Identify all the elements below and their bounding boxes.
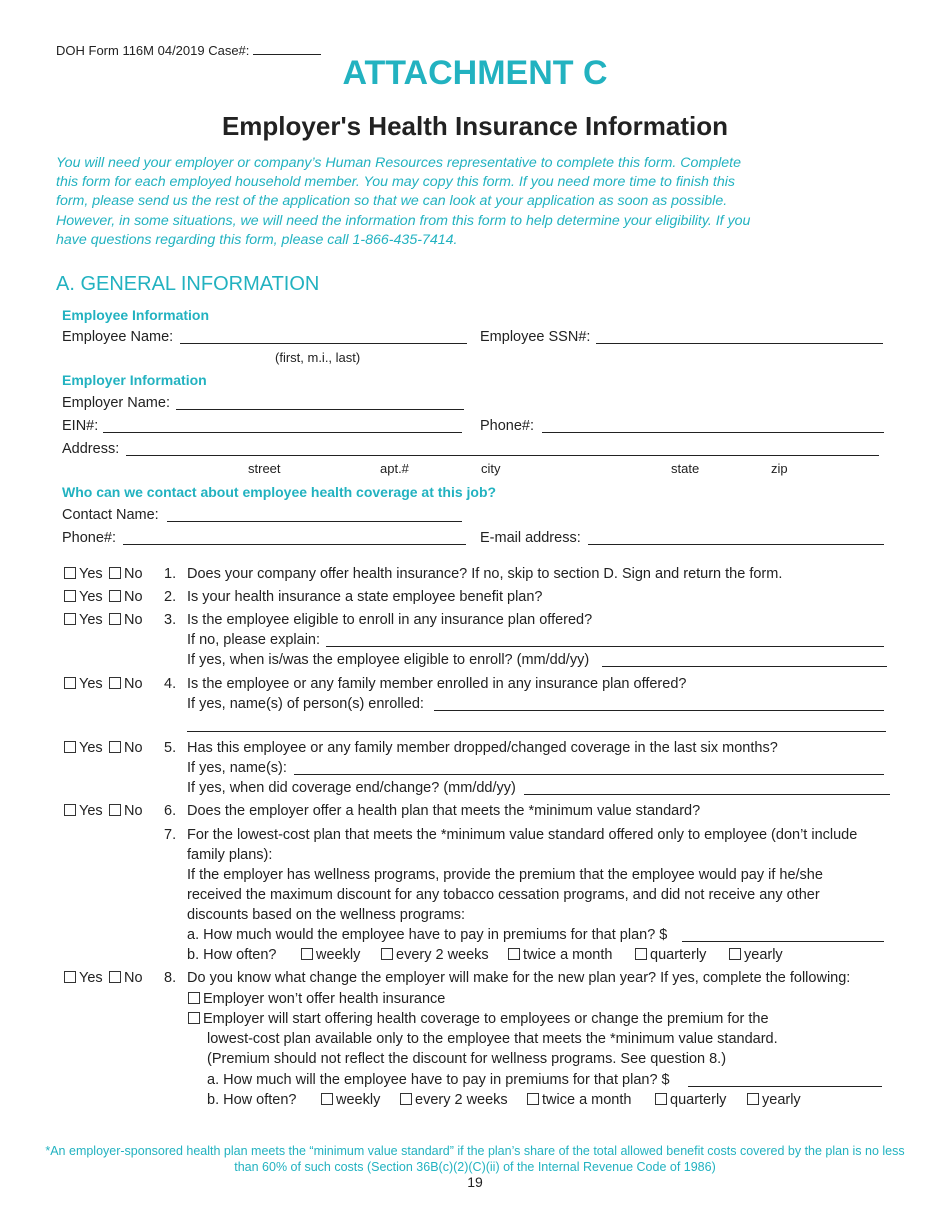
q1-yes-checkbox[interactable] [64, 567, 76, 579]
employer-phone-field[interactable] [542, 432, 884, 433]
q3-eligible-date-field[interactable] [602, 666, 887, 667]
q4-yes-checkbox[interactable] [64, 677, 76, 689]
q8-freq-every-2-weeks[interactable] [400, 1092, 508, 1108]
ein-label: EIN#: [62, 418, 99, 434]
q4-no-checkbox[interactable] [109, 677, 121, 689]
q7-a-label: a. How much would the employee have to pay in premiums for that plan? $ [187, 927, 668, 943]
employee-info-heading: Employee Information [62, 307, 210, 323]
q3-yes[interactable] [64, 612, 103, 628]
q8-freq-yearly-label: yearly [762, 1092, 801, 1108]
q7-line-1: For the lowest-cost plan that meets the *minimum value standard offered only to employee (don’t include [187, 827, 858, 843]
q1-yes-label: Yes [79, 566, 103, 582]
q6-yes-checkbox[interactable] [64, 804, 76, 816]
q1-yes[interactable] [64, 566, 103, 582]
q7-freq-weekly[interactable] [301, 947, 360, 963]
q8-number: 8. [164, 970, 177, 986]
q7-freq-weekly-checkbox[interactable] [301, 948, 313, 960]
q7-freq-every-2-weeks-checkbox[interactable] [381, 948, 393, 960]
q4-yes[interactable] [64, 676, 103, 692]
q8-freq-weekly[interactable] [321, 1092, 380, 1108]
employer-info-heading: Employer Information [62, 372, 207, 388]
q8-freq-weekly-label: weekly [336, 1092, 381, 1108]
q8-freq-twice-a-month-checkbox[interactable] [527, 1093, 539, 1105]
form-id-text: DOH Form 116M 04/2019 Case#: [56, 43, 250, 58]
q3-explain-label: If no, please explain: [187, 632, 321, 648]
q4-yes-label: Yes [79, 676, 103, 692]
q2-no-label: No [124, 589, 143, 605]
q4-no[interactable] [109, 676, 143, 692]
q8-b-label: b. How often? [207, 1092, 297, 1108]
q8-freq-weekly-checkbox[interactable] [321, 1093, 333, 1105]
q7-freq-quarterly-checkbox[interactable] [635, 948, 647, 960]
q4-text: Is the employee or any family member enrolled in any insurance plan offered? [187, 676, 687, 692]
q7-line-2: family plans): [187, 847, 273, 863]
q3-no-label: No [124, 612, 143, 628]
q7-freq-every-2-weeks-label: every 2 weeks [396, 947, 489, 963]
q5-no[interactable] [109, 740, 143, 756]
q3-eligible-date-label: If yes, when is/was the employee eligible to enroll? (mm/dd/yy) [187, 652, 590, 668]
q6-number: 6. [164, 803, 177, 819]
q7-freq-quarterly[interactable] [635, 947, 706, 963]
q4-enrolled-label: If yes, name(s) of person(s) enrolled: [187, 696, 424, 712]
q6-yes-label: Yes [79, 803, 103, 819]
q2-number: 2. [164, 589, 177, 605]
q3-no[interactable] [109, 612, 143, 628]
q8-a-label: a. How much will the employee have to pay in premiums for that plan? $ [207, 1072, 670, 1088]
q8-option-no-insurance[interactable] [188, 991, 445, 1007]
q8-no-checkbox[interactable] [109, 971, 121, 983]
q8-option-no-insurance-label: Employer won’t offer health insurance [203, 991, 446, 1007]
q2-yes[interactable] [64, 589, 103, 605]
q6-no-checkbox[interactable] [109, 804, 121, 816]
address-field[interactable] [126, 455, 879, 456]
q8-option-line-3: (Premium should not reflect the discount for wellness programs. See question 8.) [207, 1051, 727, 1067]
q8-freq-quarterly[interactable] [655, 1092, 726, 1108]
contact-name-label: Contact Name: [62, 507, 159, 523]
q7-line-5: discounts based on the wellness programs: [187, 907, 466, 923]
q2-yes-checkbox[interactable] [64, 590, 76, 602]
q3-yes-label: Yes [79, 612, 103, 628]
q2-no[interactable] [109, 589, 143, 605]
page-title: ATTACHMENT C [342, 54, 608, 92]
q4-number: 4. [164, 676, 177, 692]
employee-ssn-field[interactable] [596, 343, 883, 344]
q8-option-start-offering[interactable] [188, 1011, 769, 1027]
section-a-heading: A. GENERAL INFORMATION [56, 273, 320, 295]
q7-premium-field[interactable] [682, 941, 884, 942]
q8-option-line-2: lowest-cost plan available only to the employee that meets the *minimum value standard. [207, 1031, 778, 1047]
q7-freq-quarterly-label: quarterly [650, 947, 707, 963]
q5-yes-checkbox[interactable] [64, 741, 76, 753]
intro-paragraph: You will need your employer or company’s Human Resources representative to complete this form. Complete this form for each employed household member. You may copy this form. If you need more time to finish this form, please send us the rest of the application so that we can look at your application as soon as possible. However, in some situations, we will need the information from this form to help determine your eligibility. If you have questions regarding this form, please call 1-866-435-7414. [56, 155, 751, 248]
q1-text: Does your company offer health insurance? If no, skip to section D. Sign and return the form. [187, 566, 783, 582]
q8-freq-every-2-weeks-label: every 2 weeks [415, 1092, 508, 1108]
q5-names-field[interactable] [294, 774, 884, 775]
q8-freq-quarterly-checkbox[interactable] [655, 1093, 667, 1105]
q2-no-checkbox[interactable] [109, 590, 121, 602]
employer-name-field[interactable] [176, 409, 464, 410]
q7-freq-yearly[interactable] [729, 947, 783, 963]
q8-yes-checkbox[interactable] [64, 971, 76, 983]
q8-text: Do you know what change the employer will make for the new plan year? If yes, complete the following: [187, 970, 851, 986]
contact-email-label: E-mail address: [480, 530, 581, 546]
q5-no-label: No [124, 740, 143, 756]
employer-phone-label: Phone#: [480, 418, 535, 434]
q8-yes-label: Yes [79, 970, 103, 986]
q7-freq-weekly-label: weekly [316, 947, 361, 963]
contact-phone-field[interactable] [123, 544, 466, 545]
q5-number: 5. [164, 740, 177, 756]
address-part-city: city [481, 461, 501, 476]
contact-name-field[interactable] [167, 521, 462, 522]
q5-no-checkbox[interactable] [109, 741, 121, 753]
q7-freq-twice-a-month[interactable] [508, 947, 612, 963]
q2-yes-label: Yes [79, 589, 103, 605]
q8-freq-quarterly-label: quarterly [670, 1092, 727, 1108]
ein-field[interactable] [103, 432, 462, 433]
address-part-zip: zip [771, 461, 788, 476]
q7-freq-every-2-weeks[interactable] [381, 947, 489, 963]
q1-no-checkbox[interactable] [109, 567, 121, 579]
contact-heading: Who can we contact about employee health coverage at this job? [62, 484, 497, 500]
page-number: 19 [467, 1174, 483, 1190]
q6-text: Does the employer offer a health plan that meets the *minimum value standard? [187, 803, 701, 819]
q7-line-3: If the employer has wellness programs, provide the premium that the employee would pay if he/she [187, 867, 823, 883]
employee-name-hint: (first, m.i., last) [275, 350, 361, 365]
address-part-street: street [248, 461, 281, 476]
q1-no-label: No [124, 566, 143, 582]
q4-enrolled-field[interactable] [434, 710, 884, 711]
employee-ssn-label: Employee SSN#: [480, 329, 591, 345]
q1-number: 1. [164, 566, 177, 582]
q8-premium-field[interactable] [688, 1086, 882, 1087]
q8-freq-yearly[interactable] [747, 1092, 801, 1108]
employer-name-label: Employer Name: [62, 395, 170, 411]
q5-date-label: If yes, when did coverage end/change? (mm/dd/yy) [187, 780, 516, 796]
q8-option-no-insurance-checkbox[interactable] [188, 992, 200, 1004]
q7-freq-yearly-checkbox[interactable] [729, 948, 741, 960]
q3-explain-field[interactable] [326, 646, 884, 647]
q8-option-start-offering-label: Employer will start offering health coverage to employees or change the premium for the [203, 1011, 769, 1027]
q1-no[interactable] [109, 566, 143, 582]
q3-text: Is the employee eligible to enroll in any insurance plan offered? [187, 612, 593, 628]
q8-no-label: No [124, 970, 143, 986]
q8-freq-yearly-checkbox[interactable] [747, 1093, 759, 1105]
q5-text: Has this employee or any family member dropped/changed coverage in the last six months? [187, 740, 778, 756]
contact-phone-label: Phone#: [62, 530, 117, 546]
q6-yes[interactable] [64, 803, 103, 819]
footnote: *An employer-sponsored health plan meets the “minimum value standard” if the plan’s share of the total allowed benefit costs covered by the plan is no less than 60% of such costs (Section 36B(c)(2)(C)(ii) of the Internal Revenue Code of 1986) [45, 1144, 905, 1174]
q3-no-checkbox[interactable] [109, 613, 121, 625]
q2-text: Is your health insurance a state employee benefit plan? [187, 589, 543, 605]
contact-email-field[interactable] [588, 544, 884, 545]
q5-yes-label: Yes [79, 740, 103, 756]
q8-freq-twice-a-month-label: twice a month [542, 1092, 632, 1108]
q3-number: 3. [164, 612, 177, 628]
q7-freq-yearly-label: yearly [744, 947, 783, 963]
q4-no-label: No [124, 676, 143, 692]
q5-names-label: If yes, name(s): [187, 760, 287, 776]
q5-date-field[interactable] [524, 794, 890, 795]
employee-name-field[interactable] [180, 343, 467, 344]
q8-freq-every-2-weeks-checkbox[interactable] [400, 1093, 412, 1105]
q7-freq-twice-a-month-checkbox[interactable] [508, 948, 520, 960]
employee-name-label: Employee Name: [62, 329, 174, 345]
q7-b-label: b. How often? [187, 947, 277, 963]
address-label: Address: [62, 441, 120, 457]
q6-no[interactable] [109, 803, 143, 819]
address-part-state: state [671, 461, 700, 476]
q8-option-start-offering-checkbox[interactable] [188, 1012, 200, 1024]
q8-no[interactable] [109, 970, 143, 986]
q8-freq-twice-a-month[interactable] [527, 1092, 631, 1108]
q8-yes[interactable] [64, 970, 103, 986]
q4-enrolled-field-2[interactable] [187, 731, 886, 732]
address-part-apt: apt.# [380, 461, 409, 476]
q7-number: 7. [164, 827, 177, 843]
q7-line-4: received the maximum discount for any tobacco cessation programs, and did not receive any other [187, 887, 820, 903]
q7-freq-twice-a-month-label: twice a month [523, 947, 613, 963]
q5-yes[interactable] [64, 740, 103, 756]
page-subtitle: Employer's Health Insurance Information [221, 111, 729, 141]
q6-no-label: No [124, 803, 143, 819]
q3-yes-checkbox[interactable] [64, 613, 76, 625]
